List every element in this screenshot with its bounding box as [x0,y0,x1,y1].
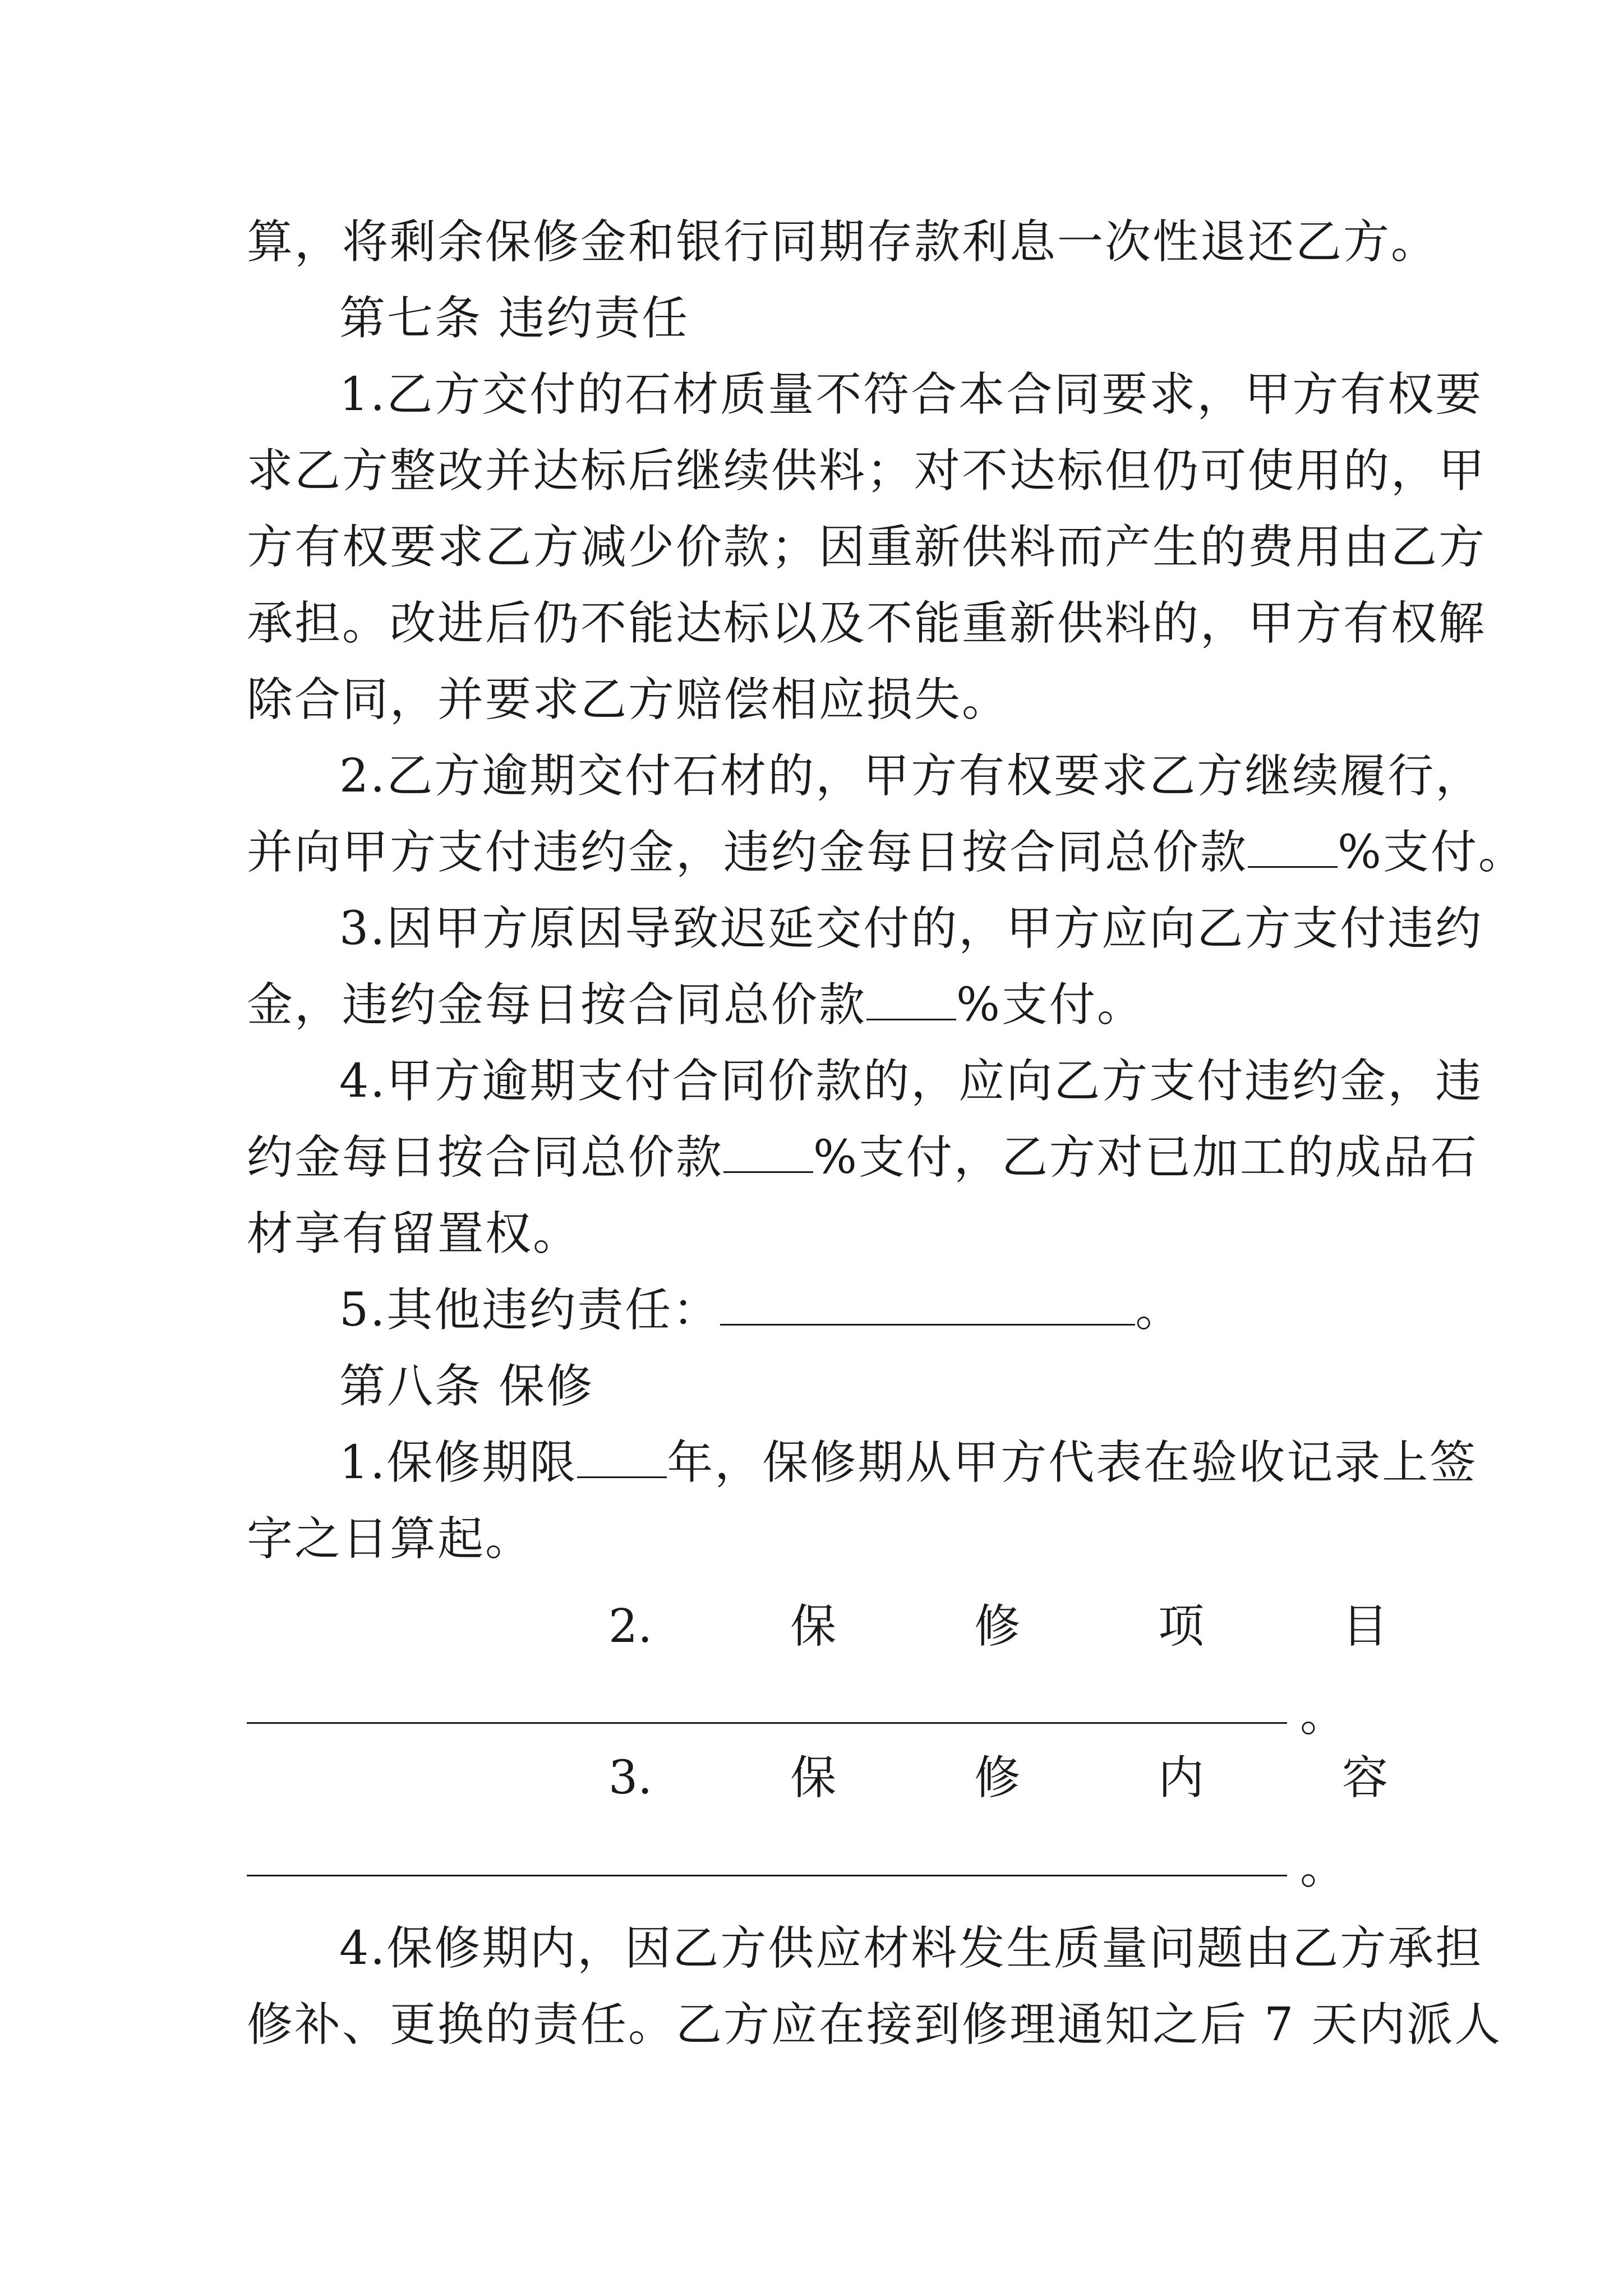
warranty-item-heading [608,1588,1388,1666]
item-char: 保 [790,1751,837,1805]
item-char: 容 [1341,1751,1388,1805]
paragraph-line: 方有权要求乙方减少价款；因重新供料而产生的费用由乙方 [247,521,1487,574]
line-text: 约金每日按合同总价款 [247,1131,724,1184]
fill-in-blank [577,1432,667,1478]
item-char: 项 [1158,1600,1205,1653]
item-char: 内 [1158,1751,1205,1805]
paragraph-line [247,966,1396,1045]
item-char: 保 [790,1600,837,1653]
line-text: 年，保修期从甲方代表在验收记录上签 [667,1436,1478,1489]
line-text: %支付。 [956,978,1145,1032]
line-text: 1.保修期限 [339,1436,578,1489]
section-heading-article-8: 第八条 保修 [339,1360,594,1413]
line-text: %支付。 [1338,826,1526,879]
paragraph-line [339,1271,1489,1350]
line-text: 并向甲方支付违约金，违约金每日按合同总价款 [247,826,1248,879]
line-text: 5.其他违约责任： [339,1283,721,1337]
paragraph-line: 字之日算起。 [247,1512,533,1566]
paragraph-line [339,1424,1489,1502]
fill-in-blank [247,1875,1287,1876]
line-end-mark: 。 [1300,1841,1348,1894]
paragraph-line: 4.保修期内，因乙方供应材料发生质量问题由乙方承担 [339,1922,1483,1975]
item-char: 目 [1341,1600,1388,1653]
item-char: 修 [974,1751,1021,1805]
fill-in-blank [247,1722,1287,1724]
paragraph-line [247,1119,1478,1197]
fill-in-blank [723,1126,813,1173]
paragraph-line: 求乙方整改并达标后继续供料；对不达标但仍可使用的，甲 [247,444,1487,498]
item-number: 3. [608,1751,653,1805]
paragraph-line: 算，将剩余保修金和银行同期存款利息一次性退还乙方。 [247,215,1439,269]
paragraph-line: 2.乙方逾期交付石材的，甲方有权要求乙方继续履行， [339,749,1483,803]
paragraph-line: 3.因甲方原因导致迟延交付的，甲方应向乙方支付违约 [339,902,1483,955]
fill-in-blank [866,974,956,1020]
paragraph-line [247,813,1526,892]
paragraph-line: 1.乙方交付的石材质量不符合本合同要求，甲方有权要 [339,368,1483,421]
fill-in-blank [1248,821,1338,868]
item-number: 2. [608,1600,653,1653]
warranty-content-heading [608,1739,1388,1818]
paragraph-line: 4.甲方逾期支付合同价款的，应向乙方支付违约金，违 [339,1055,1483,1108]
line-text: 金，违约金每日按合同总价款 [247,978,867,1032]
paragraph-line: 材享有留置权。 [247,1207,581,1260]
paragraph-line: 修补、更换的责任。乙方应在接到修理通知之后 7 天内派人 [247,1998,1502,2051]
line-text: %支付，乙方对已加工的成品石 [813,1131,1478,1184]
section-heading-article-7: 第七条 违约责任 [339,292,690,345]
item-char: 修 [974,1600,1021,1653]
fill-in-blank [720,1279,1135,1326]
line-end-mark: 。 [1300,1688,1348,1742]
paragraph-line: 除合同，并要求乙方赔偿相应损失。 [247,673,1010,726]
paragraph-line: 承担。改进后仍不能达标以及不能重新供料的，甲方有权解 [247,597,1487,650]
line-text: 。 [1135,1283,1183,1337]
